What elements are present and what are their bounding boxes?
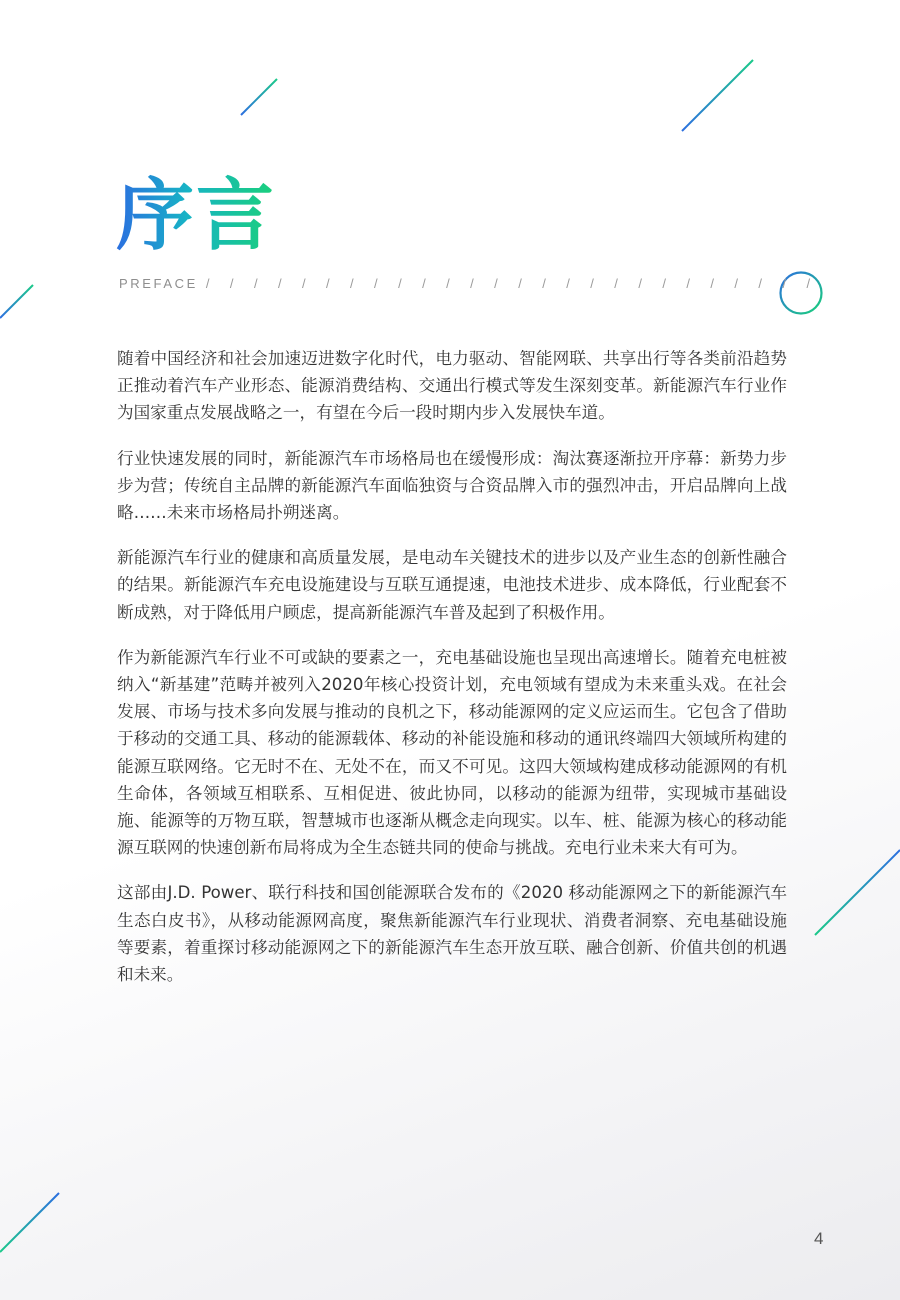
subtitle-row bbox=[119, 276, 819, 291]
preface-body bbox=[117, 345, 787, 1006]
paragraph-1: 随着中国经济和社会加速迈进数字化时代，电力驱动、智能网联、共享出行等各类前沿趋势正推动着汽车产业形态、能源消费结构、交通出行模式等发生深刻变革。新能源汽车行业作为国家重点发展战略之一，有望在今后一段时期内步入发展快车道。 bbox=[117, 349, 787, 423]
page-title: 序言 bbox=[116, 168, 276, 264]
paragraph-5: 这部由J.D. Power、联行科技和国创能源联合发布的《2020 移动能源网之下的新能源汽车生态白皮书》，从移动能源网高度，聚焦新能源汽车行业现状、消费者洞察、充电基础设施等要素，着重探讨移动能源网之下的新能源汽车生态开放互联、融合创新、价值共创的机遇和未来。 bbox=[117, 883, 787, 985]
page-number: 4 bbox=[814, 1229, 824, 1248]
subtitle-divider: / / / / / / / / / / / / / / / / / / / / / / / / / / bbox=[205, 276, 819, 291]
deco-line-top-right bbox=[682, 60, 753, 131]
deco-line-top-left bbox=[241, 79, 277, 115]
deco-line-right bbox=[815, 850, 900, 935]
deco-line-left bbox=[0, 285, 33, 318]
paragraph-3: 新能源汽车行业的健康和高质量发展，是电动车关键技术的进步以及产业生态的创新性融合的结果。新能源汽车充电设施建设与互联互通提速，电池技术进步、成本降低，行业配套不断成熟，对于降低用户顾虑，提高新能源汽车普及起到了积极作用。 bbox=[117, 548, 787, 622]
deco-line-bottom-left bbox=[0, 1193, 59, 1252]
subtitle: PREFACE bbox=[119, 276, 198, 291]
paragraph-2: 行业快速发展的同时，新能源汽车市场格局也在缓慢形成：淘汰赛逐渐拉开序幕：新势力步步为营；传统自主品牌的新能源汽车面临独资与合资品牌入市的强烈冲击，开启品牌向上战略……未来市场格局扑朔迷离。 bbox=[117, 448, 787, 523]
paragraph-4: 作为新能源汽车行业不可或缺的要素之一，充电基础设施也呈现出高速增长。随着充电桩被纳入“新基建”范畴并被列入2020年核心投资计划，充电领域有望成为未来重头戏。在社会发展、市场与技术多向发展与推动的良机之下，移动能源网的定义应运而生。它包含了借助于移动的交通工具、移动的能源载体、移动的补能设施和移动的通讯终端四大领域所构建的能源互联网络。它无时不在、无处不在，而又不可见。这四大领域构建成移动能源网的有机生命体，各领域互相联系、互相促进、彼此协同，以移动的能源为纽带，实现城市基础设施、能源等的万物互联，智慧城市也逐渐从概念走向现实。以车、桩、能源为核心的移动能源互联网的快速创新布局将成为全生态链共同的使命与挑战。充电行业未来大有可为。 bbox=[117, 647, 787, 858]
